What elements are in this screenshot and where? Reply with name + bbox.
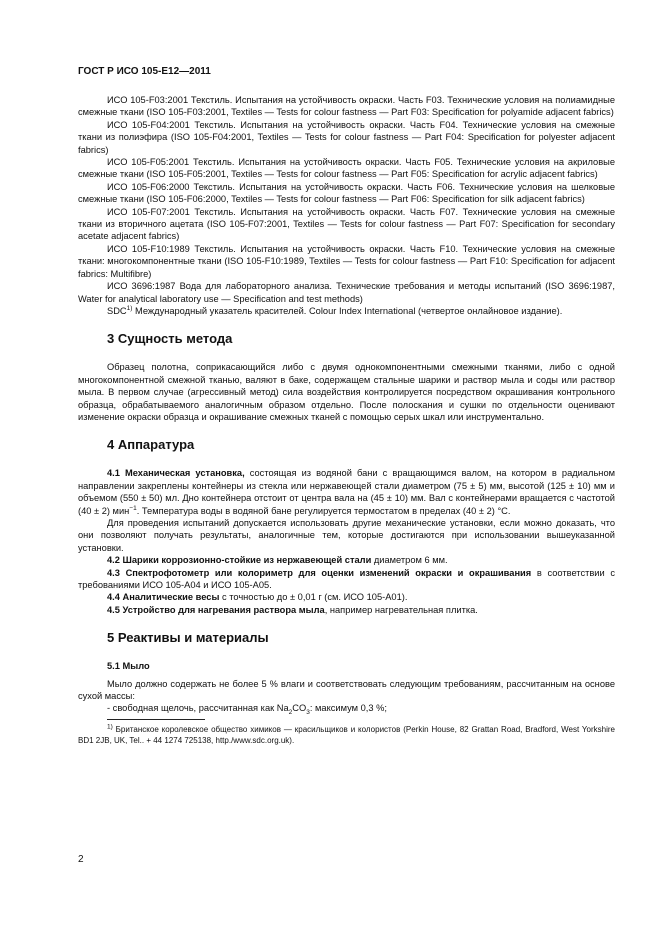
subsection-5-1-title: 5.1 Мыло [107, 661, 150, 672]
ref-f07: ИСО 105-F07:2001 Текстиль. Испытания на устойчивость окраски. Часть F07. Технические условия на смежные ткани из вторичного ацетата (ISO 105-F07:2001, Textiles — Tests for colour fastness — Part F07: Specification for secondary acetate adjacent fabrics) [78, 206, 615, 242]
para-4-2-text: диаметром 6 мм. [371, 555, 448, 566]
para-4-2 [78, 554, 615, 566]
footnote-mark: 1) [107, 723, 113, 731]
section-5-title: 5 Реактивы и материалы [107, 630, 269, 646]
para-4-5 [78, 604, 615, 616]
footnote-separator [107, 719, 205, 720]
ref-f10: ИСО 105-F10:1989 Текстиль. Испытания на устойчивость окраски. Часть F10. Технические условия на смежные ткани: многокомпонентные ткани (ISO 105-F10:1989, Textiles — Tests for colour fastness — Part F10: Specification for adjacent fabrics: Multifibre) [78, 243, 615, 279]
ref-sdc [78, 305, 615, 317]
ref-f05: ИСО 105-F05:2001 Текстиль. Испытания на устойчивость окраски. Часть F05. Технические условия на акриловые смежные ткани (ISO 105-F05:2001, Textiles — Tests for colour fastness — Part F05: Specification for acrylic adjacent fabrics) [78, 157, 615, 180]
para-4-3 [78, 567, 615, 592]
page-content [78, 94, 615, 747]
para-4-2-term: 4.2 Шарики коррозионно-стойкие из нержавеющей стали [107, 555, 372, 566]
sdc-text: Международный указатель красителей. Colour Index International (четвертое онлайновое издание). [132, 305, 563, 316]
unit-exponent: −1 [129, 504, 137, 512]
footnote [78, 724, 615, 747]
footnote-text: Британское королевское общество химиков — красильщиков и колористов (Perkin House, 82 Grattan Road, Bradford, West Yorkshire BD1 2JB, UK, Tel.. + 44 1274 725138, http./www.sdc.org.uk). [78, 724, 615, 746]
section-4-title: 4 Аппаратура [107, 437, 195, 453]
para-4-1-term: 4.1 Механическая установка, [107, 468, 245, 479]
document-header: ГОСТ Р ИСО 105-E12—2011 [78, 66, 211, 77]
list-item-free-alkali [78, 702, 615, 717]
para-4-5-text: , например нагревательная плитка. [324, 604, 478, 615]
para-4-4 [78, 591, 615, 603]
para-4-1 [78, 467, 615, 517]
item-sub-2: 3 [306, 709, 310, 717]
ref-f06: ИСО 105-F06:2000 Текстиль. Испытания на устойчивость окраски. Часть F06. Технические условия на шелковые смежные ткани (ISO 105-F06:2000, Textiles — Tests for colour fastness — Part F06: Specification for silk adjacent fabrics) [78, 181, 615, 205]
item-text-c: : максимум 0,3 %; [309, 703, 387, 714]
para-4-3-term: 4.3 Спектрофотометр или колориметр для оценки изменений окраски и окрашивания [107, 567, 532, 578]
item-text-b: CO [292, 703, 307, 714]
item-sub-1: 2 [288, 709, 293, 717]
para-4-4-term: 4.4 Аналитические весы [107, 592, 220, 603]
sdc-code: SDC [107, 305, 127, 316]
para-4-1-text-b: . Температура воды в водяной бане регулируется термостатом в пределах (40 ± 2) °С. [136, 505, 511, 516]
ref-iso3696: ИСО 3696:1987 Вода для лабораторного анализа. Технические требования и методы испытаний (ISO 3696:1987, Water for analytical laboratory use — Specification and test methods) [78, 281, 615, 304]
ref-f04: ИСО 105-F04:2001 Текстиль. Испытания на устойчивость окраски. Часть F04. Технические условия на смежные ткани из полиэфира (ISO 105-F04:2001, Textiles — Tests for colour fastness — Part F04: Specification for polyester adjacent fabrics) [78, 119, 615, 155]
section-3-text: Образец полотна, соприкасающийся либо с двумя однокомпонентными смежными тканями, либо с одной многокомпонентной смежной тканью, валяют в баке, содержащем стальные шарики и раствор мыла и соды или раствор мыла. В первом случае (агрессивный метод) сила воздействия контролируется посредством окрашивания контрольного образца, обрабатываемого аналогичным образом отдельно. После полоскания и сушки по отдельности оценивают изменение окраски образца и окрашивание смежных тканей с помощью серых шкал или инструментально. [78, 362, 615, 422]
sdc-footnote-mark: 1) [126, 304, 133, 312]
para-4-5-term: 4.5 Устройство для нагревания раствора мыла [107, 604, 325, 615]
para-4-4-text: с точностью до ± 0,01 г (см. ИСО 105-A01). [219, 592, 408, 603]
para-4-1-text-a: состоящая из водяной бани с вращающимся валом, на котором в радиальном направлении закреплены контейнеры из стекла или нержавеющей стали диаметром (75 ± 5) мм, высотой (125 ± 10) мм и объемом (550 ± 50) мл. Дно контейнера отстоит от центра вала на (45 ± 10) мм. Вал с контейнерами вращается с частотой (40 ± 2) мин [78, 468, 616, 516]
item-text-a: - свободная щелочь, рассчитанная как Na [107, 703, 289, 714]
para-4-3-text: в соответствии с требованиями ИСО 105-A04 и ИСО 105-A05. [78, 567, 615, 590]
para-5-1: Мыло должно содержать не более 5 % влаги и соответствовать следующим требованиям, рассчитанным на основе сухой массы: [78, 678, 615, 702]
page-number: 2 [78, 854, 84, 865]
ref-f03: ИСО 105-F03:2001 Текстиль. Испытания на устойчивость окраски. Часть F03. Технические условия на полиамидные смежные ткани (ISO 105-F03:2001, Textiles — Tests for colour fastness — Part F03: Specification for polyamide adjacent fabrics) [78, 95, 615, 118]
para-4-1-note: Для проведения испытаний допускается использовать другие механические установки, если можно доказать, что они позволяют получать результаты, аналогичные тем, которые достигаются при использовании вышеуказанной установки. [78, 517, 615, 553]
section-3-title: 3 Сущность метода [107, 331, 233, 347]
